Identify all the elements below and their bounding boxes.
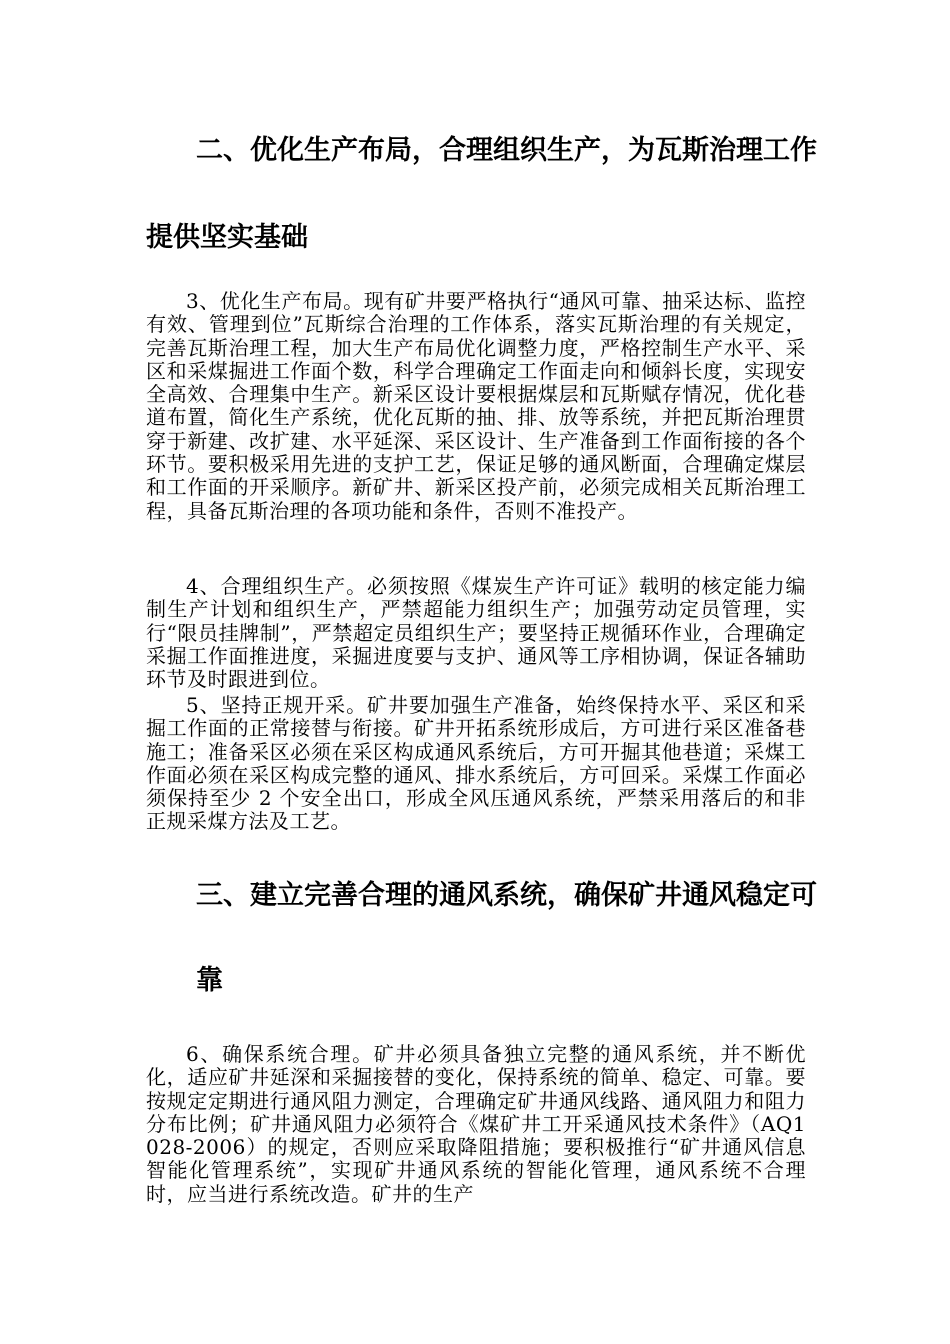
- paragraph-3: 3、优化生产布局。现有矿井要严格执行“通风可靠、抽采达标、监控有效、管理到位”瓦斯综合治理的工作体系，落实瓦斯治理的有关规定，完善瓦斯治理工程，加大生产布局优化调整力度，严格控制生产水平、采区和采煤掘进工作面个数，科学合理确定工作面走向和倾斜长度，实现安全高效、合理集中生产。新采区设计要根据煤层和瓦斯赋存情况，优化巷道布置，简化生产系统，优化瓦斯的抽、排、放等系统，并把瓦斯治理贯穿于新建、改扩建、水平延深、采区设计、生产准备到工作面衔接的各个环节。要积极采用先进的支护工艺，保证足够的通风断面，合理确定煤层和工作面的开采顺序。新矿井、新采区投产前，必须完成相关瓦斯治理工程，具备瓦斯治理的各项功能和条件，否则不准投产。: [146, 289, 806, 523]
- section-2-heading-line-1: 二、优化生产布局，合理组织生产，为瓦斯治理工作: [196, 135, 817, 166]
- paragraph-6: 6、确保系统合理。矿井必须具备独立完整的通风系统，并不断优化，适应矿井延深和采掘接替的变化，保持系统的简单、稳定、可靠。要按规定定期进行通风阻力测定，合理确定矿井通风线路、通风阻力和阻力分布比例；矿井通风阻力必须符合《煤矿井工开采通风技术条件》（AQ1028-2006）的规定，否则应采取降阻措施；要积极推行“矿井通风信息智能化管理系统”，实现矿井通风系统的智能化管理，通风系统不合理时，应当进行系统改造。矿井的生产: [146, 1043, 806, 1206]
- section-3-heading-line-1: 三、建立完善合理的通风系统，确保矿井通风稳定可: [196, 880, 817, 911]
- paragraph-5: 5、坚持正规开采。矿井要加强生产准备，始终保持水平、采区和采掘工作面的正常接替与衔接。矿井开拓系统形成后，方可进行采区准备巷施工；准备采区必须在采区构成通风系统后，方可开掘其他巷道；采煤工作面必须在采区构成完整的通风、排水系统后，方可回采。采煤工作面必须保持至少 2 个安全出口，形成全风压通风系统，严禁采用落后的和非正规采煤方法及工艺。: [146, 693, 806, 834]
- section-2-heading-line-2: 提供坚实基础: [146, 222, 308, 253]
- section-3-heading-line-2: 靠: [196, 965, 223, 996]
- paragraph-4: 4、合理组织生产。必须按照《煤炭生产许可证》载明的核定能力编制生产计划和组织生产，严禁超能力组织生产；加强劳动定员管理，实行“限员挂牌制”，严禁超定员组织生产；要坚持正规循环作业，合理确定采掘工作面推进度，采掘进度要与支护、通风等工序相协调，保证各辅助环节及时跟进到位。: [146, 574, 806, 692]
